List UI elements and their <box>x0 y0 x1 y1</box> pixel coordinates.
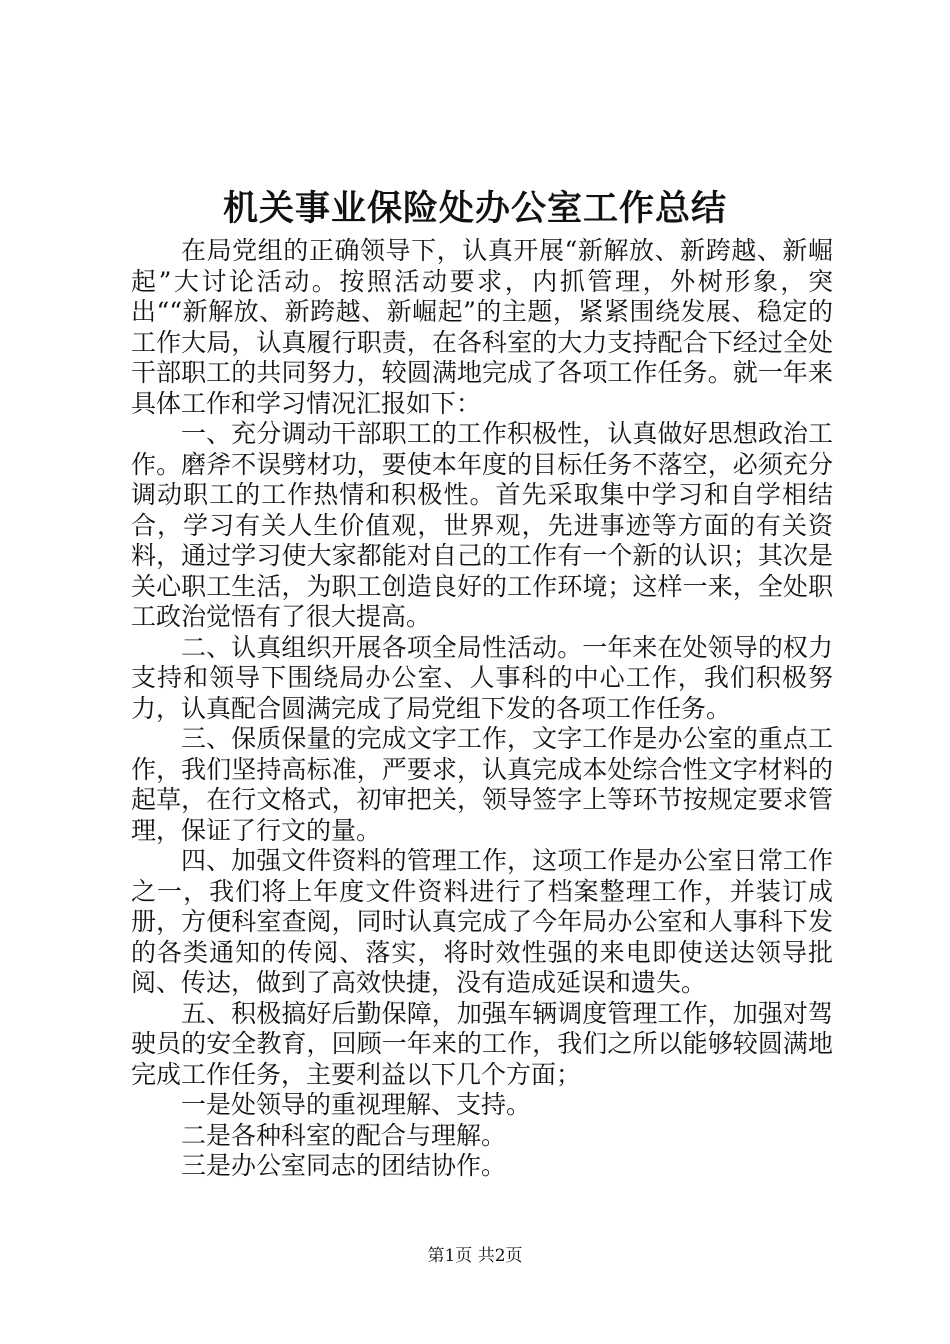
paragraph-section-4: 四、加强文件资料的管理工作，这项工作是办公室日常工作之一，我们将上年度文件资料进行了档案整理工作，并装订成册，方便科室查阅，同时认真完成了今年局办公室和人事科下发的各类通知的传阅、落实，将时效性强的来电即使送达领导批阅、传达，做到了高效快捷，没有造成延误和遗失。 <box>131 846 833 997</box>
paragraph-section-3: 三、保质保量的完成文字工作，文字工作是办公室的重点工作，我们坚持高标准，严要求，认真完成本处综合性文字材料的起草，在行文格式，初审把关，领导签字上等环节按规定要求管理，保证了行文的量。 <box>131 724 833 845</box>
document-body <box>131 236 833 1182</box>
paragraph-section-2: 二、认真组织开展各项全局性活动。一年来在处领导的权力支持和领导下围绕局办公室、人事科的中心工作，我们积极努力，认真配合圆满完成了局党组下发的各项工作任务。 <box>131 632 833 723</box>
list-item-point-3: 三是办公室同志的团结协作。 <box>181 1151 507 1180</box>
page-number-footer: 第1页 共2页 <box>427 1246 523 1266</box>
paragraph-intro: 在局党组的正确领导下，认真开展“新解放、新跨越、新崛起”大讨论活动。按照活动要求，内抓管理，外树形象，突出““新解放、新跨越、新崛起”的主题，紧紧围绕发展、稳定的工作大局，认真履行职责，在各科室的大力支持配合下经过全处干部职工的共同努力，较圆满地完成了各项工作任务。就一年来具体工作和学习情况汇报如下： <box>131 236 833 418</box>
list-item-point-2: 二是各种科室的配合与理解。 <box>181 1120 507 1150</box>
document-title: 机关事业保险处办公室工作总结 <box>222 188 727 229</box>
paragraph-section-1: 一、充分调动干部职工的工作积极性，认真做好思想政治工作。磨斧不误劈材功，要使本年度的目标任务不落空，必须充分调动职工的工作热情和积极性。首先采取集中学习和自学相结合，学习有关人生价值观，世界观，先进事迹等方面的有关资料，通过学习使大家都能对自己的工作有一个新的认识；其次是关心职工生活，为职工创造良好的工作环境；这样一来，全处职工政治觉悟有了很大提高。 <box>131 419 833 631</box>
list-item-point-1: 一是处领导的重视理解、支持。 <box>181 1090 532 1119</box>
paragraph-section-5: 五、积极搞好后勤保障，加强车辆调度管理工作，加强对驾驶员的安全教育，回顾一年来的工作，我们之所以能够较圆满地完成工作任务，主要利益以下几个方面； <box>131 998 833 1089</box>
